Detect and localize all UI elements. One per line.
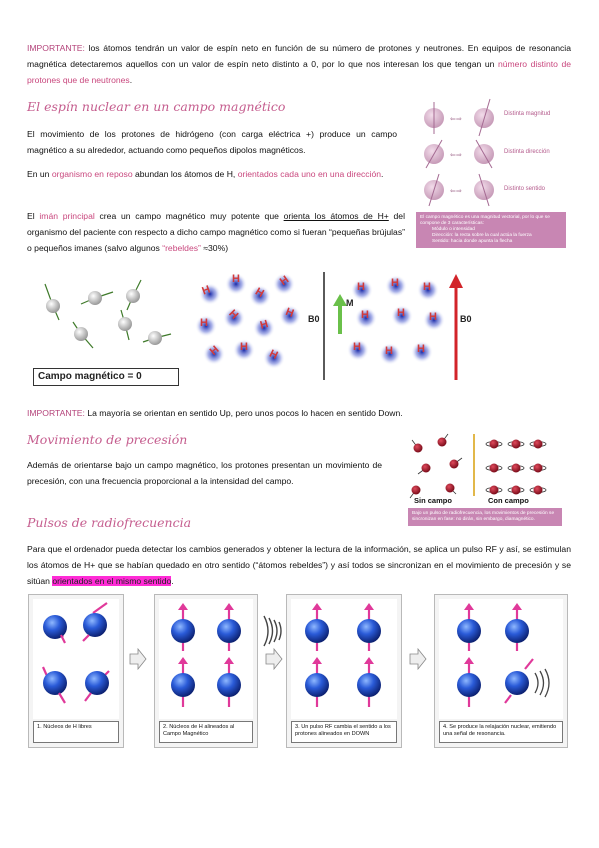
svg-text:H: H bbox=[353, 341, 361, 353]
svg-text:⇐⇒: ⇐⇒ bbox=[450, 188, 462, 195]
svg-text:H: H bbox=[240, 341, 248, 353]
svg-text:H: H bbox=[207, 343, 222, 358]
precession-label-field: Con campo bbox=[488, 496, 529, 505]
rf-panel-3-caption: 3. Un pulso RF cambia el sentido a los protones alineados en DOWN bbox=[291, 721, 397, 743]
section1-paragraph-1: El movimiento de los protones de hidrógeno (con carga eléctrica +) produce un campo magnético a su alrededor, actuando como pequeños dipolos magnéticos. bbox=[27, 129, 397, 155]
rf-arrow-3 bbox=[408, 648, 428, 670]
precession-figure bbox=[404, 430, 564, 540]
precession-caption: Bajo un pulso de radiofrecuencia, los movimientos de precesión se sincronizan en fase: no dirán, sin embargo, diamagnético. bbox=[408, 508, 562, 526]
oriented-spins-illustration bbox=[190, 266, 480, 386]
section3-paragraph: Para que el ordenador pueda detectar los cambios generados y obtener la lectura de la información, se aplica un pulso RF y así, se estimulan los átomos de H+ que se habían quedado en otro sentido (“átomos rebeldes”) y así todos se sincronizan en el movimiento de precesión y se sitúan orientados en el mismo sentido. bbox=[27, 544, 571, 586]
rf-panel-3 bbox=[286, 594, 402, 748]
free-nuclei-illustration bbox=[33, 599, 119, 719]
svg-text:H: H bbox=[385, 345, 393, 357]
rf-figure bbox=[28, 594, 572, 754]
intro-paragraph: IMPORTANTE: los átomos tendrán un valor de espín neto en función de su número de protones y neutrones. En equipos de resonancia magnética detectaremos aquellos con un valor de espín neto distinto a 0, por lo que nos interesan los que tengan un número distinto de protones que de neutrones. bbox=[27, 43, 572, 85]
rf-arrow-2 bbox=[264, 648, 284, 670]
intro-highlight: número distinto de protones que de neutrones bbox=[27, 59, 572, 85]
svg-text:⇐⇒: ⇐⇒ bbox=[450, 116, 462, 123]
rf-panel-4 bbox=[434, 594, 568, 748]
random-spins-illustration bbox=[33, 276, 181, 366]
svg-text:H: H bbox=[226, 307, 241, 322]
rf-panel-2-caption: 2. Núcleos de H alineados al Campo Magnético bbox=[159, 721, 253, 743]
svg-text:H: H bbox=[283, 305, 296, 320]
rf-highlight: orientados en el mismo sentido bbox=[52, 576, 172, 586]
section-title-rf: Pulsos de radiofrecuencia bbox=[27, 515, 192, 530]
svg-text:H: H bbox=[429, 311, 437, 323]
rf-panel-1 bbox=[28, 594, 124, 748]
svg-text:H: H bbox=[277, 273, 292, 289]
aligned-nuclei-illustration bbox=[159, 599, 253, 719]
rf-arrow-1 bbox=[128, 648, 148, 670]
svg-text:H: H bbox=[397, 307, 405, 319]
spin-vector-figure bbox=[412, 96, 562, 256]
relaxation-nuclei-illustration bbox=[439, 599, 563, 719]
section-title-spin: El espín nuclear en un campo magnético bbox=[27, 99, 286, 114]
section1-paragraph-2: En un organismo en reposo abundan los átomos de H, orientados cada uno en una dirección. bbox=[27, 169, 384, 179]
spin-figure-caption: El campo magnético es una magnitud vectorial, por lo que se compone de 3 características: Módulo o intensidad Dirección: la recta sobre la cual actúa la fuerza Sentido: hacia donde apunta la flecha bbox=[416, 212, 566, 248]
svg-text:H: H bbox=[253, 285, 266, 301]
m-label: M bbox=[346, 298, 354, 308]
svg-text:⇐⇒: ⇐⇒ bbox=[450, 152, 462, 159]
rf-pulse-nuclei-illustration bbox=[291, 599, 397, 719]
spin-label-magnitude: Distinta magnitud bbox=[504, 111, 551, 117]
svg-text:H: H bbox=[200, 317, 208, 329]
important-2-paragraph: IMPORTANTE: La mayoría se orientan en sentido Up, pero unos pocos lo hacen en sentido Down. bbox=[27, 408, 403, 418]
svg-text:H: H bbox=[357, 281, 365, 293]
precession-label-no-field: Sin campo bbox=[414, 496, 452, 505]
svg-text:H: H bbox=[267, 347, 280, 363]
svg-text:H: H bbox=[232, 273, 240, 285]
section-title-precession: Movimiento de precesión bbox=[27, 432, 188, 447]
svg-text:H: H bbox=[361, 309, 369, 321]
important-label: IMPORTANTE: bbox=[27, 43, 85, 53]
svg-text:H: H bbox=[391, 277, 399, 289]
rf-panel-2 bbox=[154, 594, 258, 748]
zero-field-label: Campo magnético = 0 bbox=[33, 368, 179, 386]
spin-label-direction: Distinta dirección bbox=[504, 149, 550, 155]
rf-pulse-waves bbox=[260, 612, 284, 650]
svg-text:H: H bbox=[258, 318, 270, 332]
b0-label-2: B0 bbox=[460, 314, 472, 324]
important-label-2: IMPORTANTE: bbox=[27, 408, 85, 418]
svg-text:H: H bbox=[417, 343, 425, 355]
zero-field-figure bbox=[33, 276, 181, 388]
rf-panel-4-caption: 4. Se produce la relajación nuclear, emitiendo una señal de resonancia. bbox=[439, 721, 563, 743]
b0-label-1: B0 bbox=[308, 314, 320, 324]
section1-paragraph-3: El imán principal crea un campo magnético muy potente que orienta los átomos de H+ del organismo del paciente con respecto a dicho campo magnético como si fueran “pequeñas brújulas” o pequeños imanes (salvo algunos “rebeldes” ≈30%) bbox=[27, 211, 406, 253]
section2-paragraph: Además de orientarse bajo un campo magnético, los protones presentan un movimiento de precesión, con una frecuencia proporcional a la intensidad del campo. bbox=[27, 460, 382, 486]
svg-text:H: H bbox=[200, 283, 213, 298]
rf-panel-1-caption: 1. Núcleos de H libres bbox=[33, 721, 119, 743]
svg-text:H: H bbox=[423, 281, 431, 293]
spin-label-sense: Distinto sentido bbox=[504, 186, 546, 192]
oriented-spins-figure bbox=[190, 266, 480, 386]
